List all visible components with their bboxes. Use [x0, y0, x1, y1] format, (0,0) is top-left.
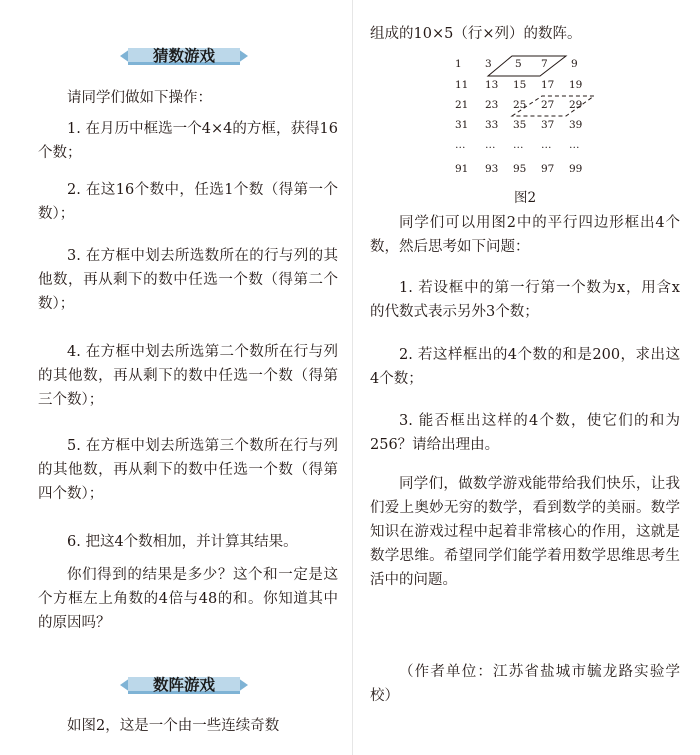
step-5: 5. 在方框中划去所选第三个数所在行与列的其他数，再从剩下的数中任选一个数（得第四个数）；: [38, 438, 338, 502]
grid-cell: 33: [485, 119, 499, 131]
grid-cell: 23: [485, 99, 499, 111]
question-text: 你们得到的结果是多少？这个和一定是这个方框左上角数的4倍与48的和。你知道其中的原因吗？: [38, 567, 338, 631]
ellipsis: …: [541, 139, 553, 151]
step-4: 4. 在方框中划去所选第二个数所在行与列的其他数，再从剩下的数中任选一个数（得第三个数）；: [38, 344, 338, 408]
grid-cell: 99: [569, 163, 583, 175]
step-1: 1. 在月历中框选一个4×4的方框，获得16个数；: [38, 121, 338, 161]
grid-cell: 93: [485, 163, 499, 175]
grid-cell: 31: [455, 119, 469, 131]
grid-cell: 95: [513, 163, 527, 175]
author-affiliation: （作者单位：江苏省盐城市毓龙路实验学校）: [370, 664, 680, 704]
step-3: 3. 在方框中划去所选数所在的行与列的其他数，再从剩下的数中任选一个数（得第二个数）；: [38, 248, 338, 312]
grid-cell: 11: [455, 79, 469, 91]
grid-cell: 5: [515, 58, 522, 70]
grid-cell: 15: [513, 79, 527, 91]
section-title: 数阵游戏: [152, 676, 215, 694]
ellipsis: …: [455, 139, 467, 151]
number-array-figure: [455, 52, 605, 184]
grid-cell: 97: [541, 163, 555, 175]
intro-text: 请同学们做如下操作：: [67, 90, 212, 106]
task-intro: 同学们可以用图2中的平行四边形框出4个数，然后思考如下问题：: [370, 215, 680, 255]
grid-cell: 37: [541, 119, 555, 131]
grid-cell: 27: [541, 99, 555, 111]
grid-cell: 1: [455, 58, 462, 70]
ellipsis: …: [513, 139, 525, 151]
question-1: 1. 若设框中的第一行第一个数为x，用含x的代数式表示另外3个数；: [370, 280, 680, 320]
grid-cell: 9: [571, 58, 578, 70]
grid-cell: 25: [513, 99, 527, 111]
section-title: 猜数游戏: [152, 47, 215, 65]
question-2: 2. 若这样框出的4个数的和是200，求出这4个数；: [370, 347, 680, 387]
figure-intro: 如图2，这是一个由一些连续奇数: [67, 718, 280, 734]
column-divider: [352, 0, 353, 755]
grid-cell: 35: [513, 119, 527, 131]
grid-cell: 7: [541, 58, 548, 70]
step-2: 2. 在这16个数中，任选1个数（得第一个数）；: [38, 182, 338, 222]
step-6: 6. 把这4个数相加，并计算其结果。: [67, 534, 298, 550]
grid-cell: 21: [455, 99, 469, 111]
ellipsis: …: [569, 139, 581, 151]
grid-cell: 19: [569, 79, 583, 91]
grid-cell: 91: [455, 163, 469, 175]
grid-cell: 3: [485, 58, 492, 70]
grid-cell: 13: [485, 79, 499, 91]
grid-cell: 17: [541, 79, 555, 91]
closing-paragraph: 同学们，做数学游戏能带给我们快乐，让我们爱上奥妙无穷的数学，看到数学的美丽。数学知识在游戏过程中起着非常核心的作用，这就是数学思维。希望同学们能学着用数学思维思考生活中的问题。: [370, 476, 680, 588]
question-3: 3. 能否框出这样的4个数，使它们的和为256？请给出理由。: [370, 413, 680, 453]
figure-caption: 图2: [513, 190, 537, 206]
continued-text: 组成的10×5（行×列）的数阵。: [370, 26, 582, 42]
grid-cell: 39: [569, 119, 583, 131]
ellipsis: …: [485, 139, 497, 151]
grid-cell: 29: [569, 99, 583, 111]
